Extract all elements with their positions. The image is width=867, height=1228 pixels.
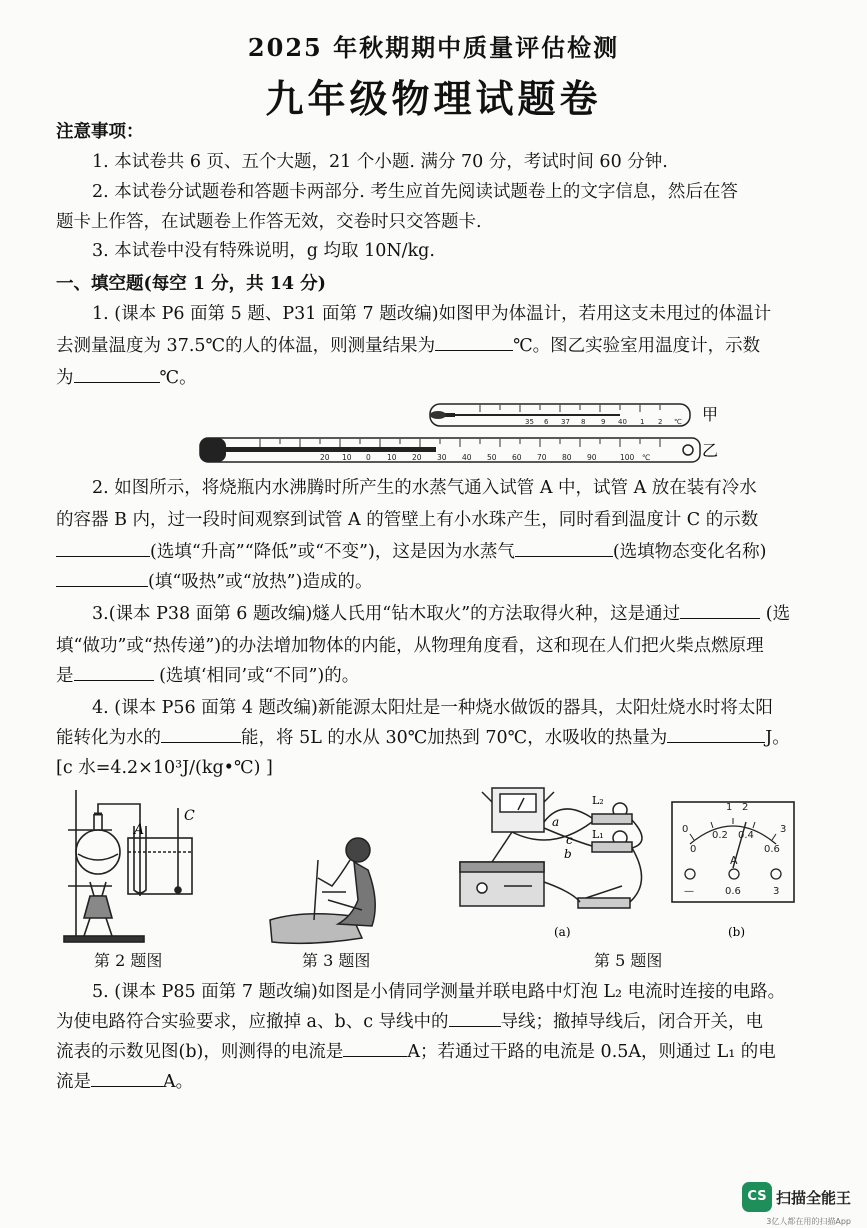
lab-thermometer <box>200 438 718 462</box>
tick-label: 20 <box>412 453 422 462</box>
tick-label: 1 <box>640 418 645 426</box>
scale-label: 0 <box>690 844 697 855</box>
q1-text: 为 <box>56 368 74 388</box>
tick-label: ℃ <box>642 453 651 462</box>
clinical-thermometer <box>430 404 718 426</box>
caption-q3: 第 3 题图 <box>302 951 371 970</box>
q4-text: J。 <box>765 728 790 748</box>
q4-line-3: [c 水=4.2×10³J/(kg•℃) ] <box>56 758 273 778</box>
answer-blank <box>449 1010 501 1027</box>
q2-text: (填“吸热”或“放热”)造成的。 <box>148 572 373 592</box>
fig2-label-a: A <box>134 822 145 838</box>
q5-text: 导线；撤掉导线后，闭合开关，电 <box>500 1012 764 1032</box>
fig5-label-b: b <box>564 847 572 861</box>
ammeter-letter: A <box>730 854 738 867</box>
q4-line-1: 4. (课本 P56 面第 4 题改编)新能源太阳灶是一种烧水做饭的器具，太阳灶烧水时将太阳 <box>92 698 773 718</box>
q3-text: (选 <box>765 604 791 624</box>
q5-circuit-figure-a <box>452 782 662 942</box>
scanner-watermark <box>742 1182 851 1226</box>
scale-label: 0.6 <box>764 844 780 855</box>
q2-text: (选填“升高”“降低”或“不变”)，这是因为水蒸气 <box>150 542 515 562</box>
q3-line-3 <box>56 664 826 688</box>
tick-label: 70 <box>537 453 547 462</box>
section-heading: 一、填空题(每空 1 分，共 14 分) <box>56 274 326 294</box>
scale-label: 0 <box>682 824 689 835</box>
tick-label: 40 <box>462 453 472 462</box>
tick-label: 37 <box>561 418 570 426</box>
answer-blank <box>56 540 150 557</box>
q3-drilling-figure <box>262 830 402 950</box>
tick-label: 10 <box>387 453 397 462</box>
q2-line-1: 2. 如图所示，将烧瓶内水沸腾时所产生的水蒸气通入试管 A 中，试管 A 放在装有冷水 <box>92 478 757 498</box>
thermometer-yi-label: 乙 <box>702 441 719 460</box>
fig5-caption-a: (a) <box>554 925 571 939</box>
tick-label: 0 <box>366 453 371 462</box>
q1-text: ℃。 <box>159 368 197 388</box>
caption-q5: 第 5 题图 <box>594 951 663 970</box>
scanner-app-name: 扫描全能王 <box>775 1188 851 1207</box>
q5-line-4 <box>56 1070 826 1094</box>
q5-text: A；若通过干路的电流是 0.5A，则通过 L₁ 的电 <box>407 1042 776 1062</box>
q5-text: 为使电路符合实验要求，应撤掉 a、b、c 导线中的 <box>56 1012 449 1032</box>
note-item-3: 3. 本试卷中没有特殊说明，g 均取 10N/kg. <box>92 241 435 261</box>
q2-line-4 <box>56 570 826 594</box>
tick-label: 80 <box>562 453 572 462</box>
scale-label: 3 <box>780 824 787 835</box>
tick-label: 20 <box>320 453 330 462</box>
tick-label: 35 <box>525 418 534 426</box>
terminal-label: — <box>684 886 694 897</box>
note-item-2: 2. 本试卷分试题卷和答题卡两部分. 考生应首先阅读试题卷上的文字信息，然后在答 <box>92 182 738 202</box>
tick-label: 2 <box>658 418 663 426</box>
terminal-label: 0.6 <box>725 886 741 897</box>
exam-subtitle: 九年级物理试题卷 <box>265 76 602 121</box>
q3-line-1 <box>92 602 826 626</box>
tick-label: 9 <box>601 418 606 426</box>
note-item-1: 1. 本试卷共 6 页、五个大题，21 个小题. 满分 70 分，考试时间 60 分钟. <box>92 152 668 172</box>
tick-label: ℃ <box>674 418 682 426</box>
q1-line-1: 1. (课本 P6 面第 5 题、P31 面第 7 题改编)如图甲为体温计，若用这支未甩过的体温计 <box>92 304 772 324</box>
q1-line-3 <box>56 366 826 390</box>
thermometer-jia-label: 甲 <box>702 405 719 424</box>
q5-line-2 <box>56 1010 826 1034</box>
fig5-label-c: c <box>566 833 573 847</box>
tick-label: 6 <box>544 418 549 426</box>
answer-blank <box>74 366 160 383</box>
q3-text: 是 <box>56 666 74 686</box>
q4-text: 能转化为水的 <box>56 728 161 748</box>
q1-text: ℃。图乙实验室用温度计，示数 <box>513 336 761 356</box>
q3-text: (选填‘相同’或“不同”)的。 <box>159 666 360 686</box>
q5-line-1: 5. (课本 P85 面第 7 题改编)如图是小倩同学测量并联电路中灯泡 L₂ 电流时连接的电路。 <box>92 982 786 1002</box>
q4-line-2 <box>56 726 826 750</box>
scale-label: 1 <box>726 802 733 813</box>
tick-label: 10 <box>342 453 352 462</box>
answer-blank <box>667 726 765 743</box>
answer-blank <box>161 726 241 743</box>
q5-text: A。 <box>163 1072 194 1092</box>
fig5-caption-b: (b) <box>728 925 746 939</box>
caption-q2: 第 2 题图 <box>94 951 163 970</box>
thermometers-figure <box>180 400 720 470</box>
tick-label: 40 <box>618 418 627 426</box>
q5-line-3 <box>56 1040 826 1064</box>
tick-label: 90 <box>587 453 597 462</box>
tick-label: 30 <box>437 453 447 462</box>
fig5-label-a: a <box>552 815 560 829</box>
notes-heading: 注意事项： <box>56 122 144 142</box>
q2-text: (选填物态变化名称) <box>612 542 767 562</box>
tick-label: 60 <box>512 453 522 462</box>
q5-text: 流表的示数见图(b)，则测得的电流是 <box>56 1042 344 1062</box>
tick-label: 8 <box>581 418 586 426</box>
q4-text: 能，将 5L 的水从 30℃加热到 70℃，水吸收的热量为 <box>241 728 668 748</box>
scale-label: 0.4 <box>738 830 754 841</box>
camscanner-logo-icon: CS <box>742 1182 772 1212</box>
note-item-2-cont: 题卡上作答，在试题卷上作答无效，交卷时只交答题卡. <box>56 212 482 232</box>
q2-line-3 <box>56 540 826 564</box>
q3-line-2: 填“做功”或“热传递”)的办法增加物体的内能，从物理角度看，这和现在人们把火柴点燃原理 <box>56 636 764 656</box>
tick-label: 50 <box>487 453 497 462</box>
answer-blank <box>515 540 613 557</box>
q3-text: 3.(课本 P38 面第 6 题改编)燧人氏用“钻木取火”的方法取得火种，这是通过 <box>92 604 681 624</box>
q1-line-2 <box>56 334 826 358</box>
q5-text: 流是 <box>56 1072 91 1092</box>
tick-label: 100 <box>620 453 635 462</box>
answer-blank <box>91 1070 163 1087</box>
fig5-label-l1: L₁ <box>592 828 604 841</box>
answer-blank <box>56 570 148 587</box>
fig2-label-c: C <box>184 808 195 824</box>
exam-title: 2025 年秋期期中质量评估检测 <box>247 33 620 62</box>
q5-ammeter-figure-b <box>668 798 798 943</box>
fig5-label-l2: L₂ <box>592 794 604 807</box>
answer-blank <box>343 1040 407 1057</box>
answer-blank <box>435 334 513 351</box>
answer-blank <box>680 602 760 619</box>
scale-label: 0.2 <box>712 830 728 841</box>
scale-label: 2 <box>742 802 749 813</box>
scanner-tagline: 3亿人都在用的扫描App <box>766 1217 851 1226</box>
q2-line-2: 的容器 B 内，过一段时间观察到试管 A 的管壁上有小水珠产生，同时看到温度计 C 的示数 <box>56 510 759 530</box>
q2-distillation-figure <box>60 786 210 946</box>
terminal-label: 3 <box>773 886 780 897</box>
q1-text: 去测量温度为 37.5℃的人的体温，则测量结果为 <box>56 336 436 356</box>
answer-blank <box>74 664 154 681</box>
